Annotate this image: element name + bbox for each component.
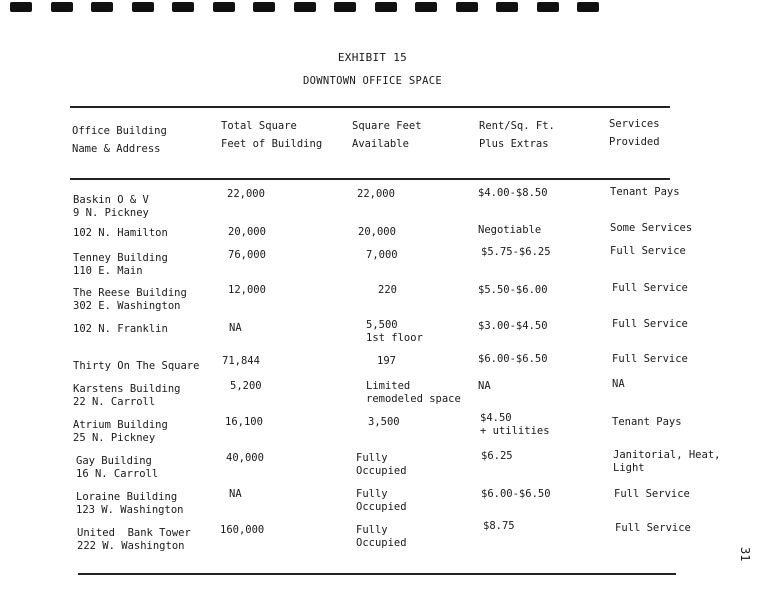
cell-total-square-feet: 16,100 [225, 416, 263, 428]
column-header-line: Available [352, 138, 409, 150]
cell-rent-per-sq-ft: $3.00-$4.50 [478, 320, 548, 332]
page-number: 31 [738, 547, 752, 562]
top-rule [70, 106, 670, 108]
cell-services-provided: Full Service [610, 245, 686, 257]
cell-name-address: Tenney Building 110 E. Main [73, 252, 168, 277]
column-header-line: Office Building [72, 125, 167, 137]
cell-rent-per-sq-ft: $8.75 [483, 520, 515, 532]
cell-square-feet-available: 22,000 [357, 188, 395, 200]
column-header-name-address [72, 122, 167, 158]
cell-name-address: Atrium Building 25 N. Pickney [73, 419, 168, 444]
cell-square-feet-available: 7,000 [366, 249, 398, 261]
cell-total-square-feet: 20,000 [228, 226, 266, 238]
binder-hole [172, 2, 194, 12]
binder-hole [213, 2, 235, 12]
cell-rent-per-sq-ft: Negotiable [478, 224, 542, 236]
cell-total-square-feet: 22,000 [227, 188, 265, 200]
cell-square-feet-available: 20,000 [358, 226, 396, 238]
cell-rent-per-sq-ft: $6.25 [481, 450, 513, 462]
cell-square-feet-available: 3,500 [368, 416, 400, 428]
cell-services-provided: Full Service [612, 353, 688, 365]
cell-rent-per-sq-ft: $4.00-$8.50 [478, 187, 548, 199]
cell-services-provided: Full Service [614, 488, 690, 500]
cell-name-address: Karstens Building 22 N. Carroll [73, 383, 181, 408]
cell-total-square-feet: 40,000 [226, 452, 264, 464]
cell-services-provided: Janitorial, Heat, Light [613, 449, 721, 474]
cell-rent-per-sq-ft: NA [478, 380, 491, 392]
binder-hole [253, 2, 275, 12]
cell-name-address: 102 N. Franklin [73, 323, 168, 335]
column-header-line: Feet of Building [221, 138, 323, 150]
cell-name-address: Loraine Building 123 W. Washington [76, 491, 184, 516]
cell-name-address: Thirty On The Square [73, 360, 200, 372]
cell-name-address: United Bank Tower 222 W. Washington [77, 527, 191, 552]
binder-hole [132, 2, 154, 12]
binder-hole [294, 2, 316, 12]
cell-name-address: 102 N. Hamilton [73, 227, 168, 239]
header-rule [70, 178, 670, 180]
column-header-line: Plus Extras [479, 138, 549, 150]
cell-name-address: Baskin O & V 9 N. Pickney [73, 194, 149, 219]
cell-rent-per-sq-ft: $5.50-$6.00 [478, 284, 548, 296]
exhibit-title: EXHIBIT 15 [337, 51, 408, 64]
column-header-line: Square Feet [352, 120, 422, 132]
cell-services-provided: Full Service [612, 318, 688, 330]
cell-services-provided: Tenant Pays [610, 186, 680, 198]
cell-services-provided: Some Services [610, 222, 693, 234]
cell-square-feet-available: 220 [378, 284, 397, 296]
column-header-line: Services [609, 118, 660, 130]
cell-total-square-feet: NA [229, 488, 242, 500]
cell-total-square-feet: 71,844 [222, 355, 260, 367]
binder-hole [496, 2, 518, 12]
cell-total-square-feet: 12,000 [228, 284, 266, 296]
binder-hole [91, 2, 113, 12]
binder-hole [10, 2, 32, 12]
cell-services-provided: Tenant Pays [612, 416, 682, 428]
cell-name-address: Gay Building 16 N. Carroll [76, 455, 159, 480]
column-header-line: Rent/Sq. Ft. [479, 120, 555, 132]
cell-square-feet-available: Limited remodeled space [366, 380, 461, 405]
binder-hole [334, 2, 356, 12]
cell-services-provided: Full Service [615, 522, 691, 534]
bottom-rule [78, 573, 676, 575]
binder-hole [415, 2, 437, 12]
binder-hole [375, 2, 397, 12]
column-header-line: Total Square [221, 120, 297, 132]
cell-total-square-feet: 160,000 [220, 524, 265, 536]
cell-square-feet-available: Fully Occupied [356, 452, 407, 477]
cell-square-feet-available: 5,500 1st floor [366, 319, 423, 344]
cell-services-provided: NA [612, 378, 625, 390]
binder-hole [537, 2, 559, 12]
cell-rent-per-sq-ft: $6.00-$6.50 [481, 488, 551, 500]
cell-rent-per-sq-ft: $4.50 + utilities [480, 412, 550, 437]
binder-holes [0, 0, 777, 14]
column-header-total-square-feet [221, 117, 322, 153]
cell-square-feet-available: 197 [377, 355, 396, 367]
column-header-line: Provided [609, 136, 660, 148]
cell-total-square-feet: 76,000 [228, 249, 266, 261]
cell-total-square-feet: NA [229, 322, 242, 334]
binder-hole [577, 2, 599, 12]
binder-hole [51, 2, 73, 12]
column-header-line: Name & Address [72, 143, 161, 155]
column-header-services-provided [609, 115, 660, 151]
column-header-rent-per-sq-ft [479, 117, 555, 153]
column-header-square-feet-available [352, 117, 422, 153]
cell-total-square-feet: 5,200 [230, 380, 262, 392]
cell-rent-per-sq-ft: $6.00-$6.50 [478, 353, 548, 365]
cell-rent-per-sq-ft: $5.75-$6.25 [481, 246, 551, 258]
cell-name-address: The Reese Building 302 E. Washington [73, 287, 187, 312]
cell-square-feet-available: Fully Occupied [356, 488, 407, 513]
cell-services-provided: Full Service [612, 282, 688, 294]
binder-hole [456, 2, 478, 12]
cell-square-feet-available: Fully Occupied [356, 524, 407, 549]
exhibit-subtitle: DOWNTOWN OFFICE SPACE [302, 75, 443, 87]
